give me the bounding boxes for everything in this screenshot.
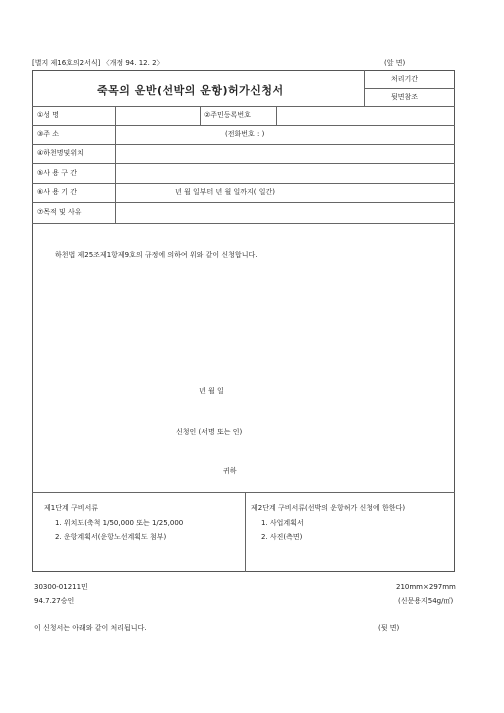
paper-size: 210mm×297mm: [396, 583, 456, 591]
paper-type: (신문용지54g/㎡): [398, 597, 454, 605]
stage1-doc-item: 2. 운항계획서(운항노선계획도 첨부): [55, 533, 167, 541]
river-location-label: ④하천명및위치: [37, 149, 84, 157]
form-title: 죽목의 운반(선박의 운항)허가신청서: [97, 84, 284, 97]
purpose-label: ⑦목적 및 사유: [37, 208, 82, 216]
stage2-docs-title: 제2단계 구비서류(선박의 운항허가 신청에 한한다): [251, 504, 406, 512]
usage-period-value: 년 월 일부터 년 월 일까지( 일간): [175, 188, 275, 196]
phone-number-field: (전화번호 : ): [225, 130, 265, 138]
name-label: ①성 명: [37, 111, 60, 119]
applicant-signature: 신청인 (서명 또는 인): [176, 428, 243, 436]
address-label: ③주 소: [37, 130, 60, 138]
form-code: 30300-01211민: [34, 583, 88, 591]
stage2-doc-item: 2. 사진(측면): [261, 533, 303, 541]
usage-period-label: ⑥사 용 기 간: [37, 188, 77, 196]
processing-note: 이 신청서는 아래와 같이 처리됩니다.: [34, 624, 147, 632]
stage1-doc-item: 1. 위치도(축척 1/50,000 또는 1/25,000: [55, 519, 184, 527]
recipient-label: 귀하: [223, 467, 237, 475]
application-statement: 하천법 제25조제1항제9호의 규정에 의하여 위와 같이 신청합니다.: [55, 251, 258, 259]
usage-section-label: ⑤사 용 구 간: [37, 169, 77, 177]
form-id: [별지 제16호의2서식] 〈개정 94. 12. 2〉: [32, 59, 164, 67]
stage2-doc-item: 1. 사업계획서: [261, 519, 304, 527]
approval-date: 94.7.27승인: [34, 597, 75, 605]
processing-period-value: 뒷면참조: [391, 93, 419, 101]
processing-period-label: 처리기간: [391, 75, 419, 83]
stage1-docs-title: 제1단계 구비서류: [44, 504, 99, 512]
back-page-label: (뒷 면): [378, 624, 400, 632]
page-side-label: (앞 면): [384, 59, 406, 67]
application-date: 년 월 일: [199, 387, 224, 395]
resident-number-label: ②주민등록번호: [204, 111, 251, 119]
application-form: [32, 70, 455, 572]
